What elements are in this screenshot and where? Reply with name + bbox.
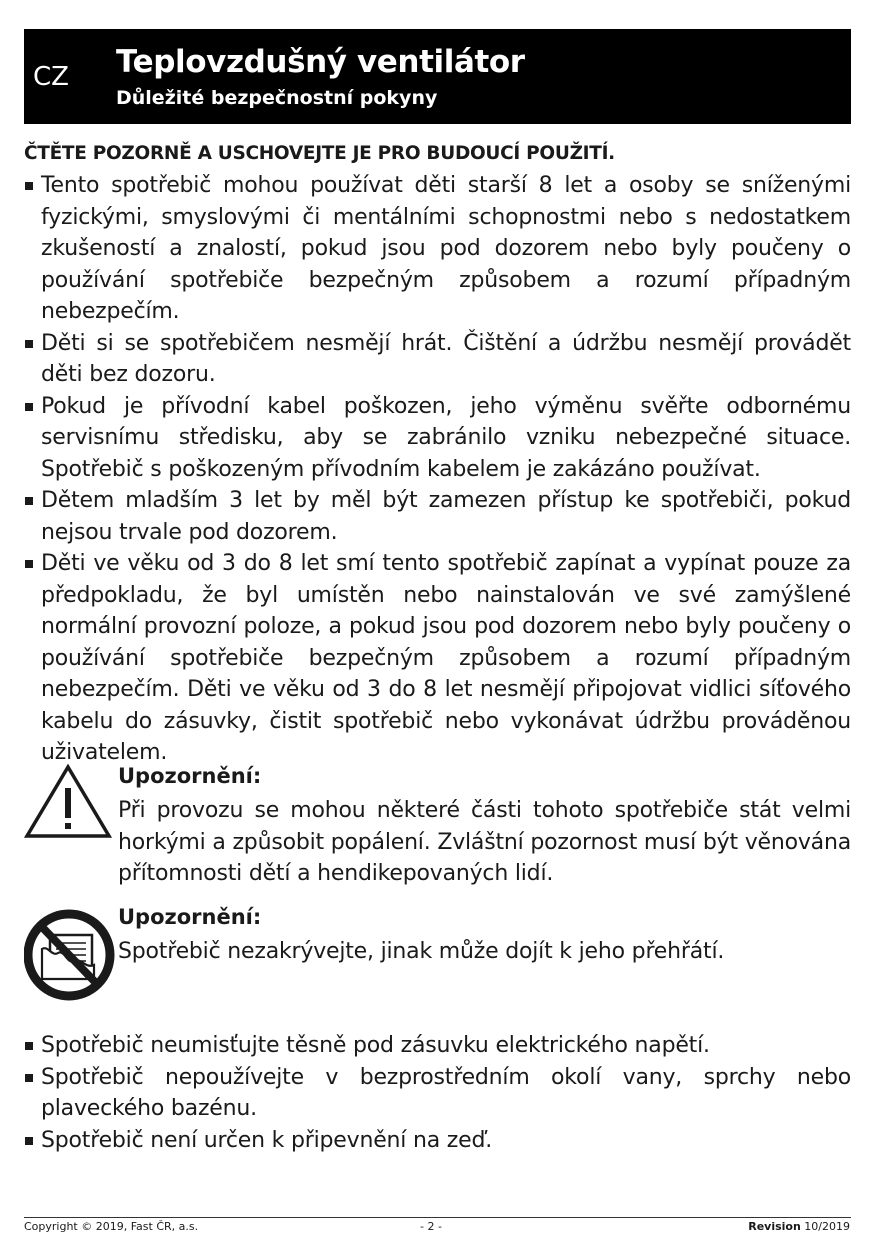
list-item-text: Děti si se spotřebičem nesmějí hrát. Čištění a údržbu nesmějí provádět děti bez dozoru. bbox=[41, 330, 851, 387]
list-item-text: Tento spotřebič mohou používat děti starší 8 let a osoby se sníženými fyzickými, smyslovými či mentálními schopnostmi nebo s nedostatkem zkušeností a znalostí, pokud jsou pod dozorem nebo byly poučeny o používání spotřebiče bezpečným způsobem a rozumí případným nebezpečím. bbox=[41, 173, 851, 324]
list-item bbox=[24, 548, 851, 769]
bullet-square-icon bbox=[25, 497, 33, 505]
list-item bbox=[24, 391, 851, 486]
bullet-square-icon bbox=[25, 340, 33, 348]
footer-revision bbox=[748, 1220, 850, 1233]
document-subtitle: Důležité bezpečnostní pokyny bbox=[116, 87, 438, 109]
list-item-text: Spotřebič není určen k připevnění na zeď. bbox=[41, 1127, 493, 1153]
bullet-square-icon bbox=[25, 1042, 33, 1050]
page-number: - 2 - bbox=[420, 1220, 442, 1233]
list-item-text: Pokud je přívodní kabel poškozen, jeho výměnu svěřte odbornému servisnímu středisku, aby se zabránilo vzniku nebezpečné situace. Spotřebič s poškozeným přívodním kabelem je zakázáno používat. bbox=[41, 393, 851, 482]
page-header bbox=[24, 29, 851, 124]
bullet-square-icon bbox=[25, 182, 33, 190]
intro-heading: ČTĚTE POZORNĚ A USCHOVEJTE JE PRO BUDOUCÍ POUŽITÍ. bbox=[24, 143, 615, 164]
warning-title: Upozornění: bbox=[118, 905, 262, 929]
revision-label: Revision bbox=[748, 1220, 801, 1233]
warning-text: Při provozu se mohou některé části tohoto spotřebiče stát velmi horkými a způsobit popálení. Zvláštní pozornost musí být věnována přítomnosti dětí a hendikepovaných lidí. bbox=[118, 798, 851, 886]
list-item bbox=[24, 328, 851, 391]
placement-list bbox=[24, 1030, 851, 1156]
safety-list bbox=[24, 170, 851, 769]
language-code: CZ bbox=[33, 62, 69, 92]
bullet-square-icon bbox=[25, 403, 33, 411]
warning-triangle-icon bbox=[24, 764, 112, 840]
do-not-cover-icon bbox=[24, 905, 116, 1001]
list-item bbox=[24, 1030, 851, 1062]
list-item bbox=[24, 485, 851, 548]
bullet-square-icon bbox=[25, 1074, 33, 1082]
footer-copyright: Copyright © 2019, Fast ČR, a.s. bbox=[24, 1220, 199, 1233]
list-item-text: Děti ve věku od 3 do 8 let smí tento spotřebič zapínat a vypínat pouze za předpokladu, že byl umístěn nebo nainstalován ve své zamýšlené normální provozní poloze, a pokud jsou pod dozorem nebo byly poučeny o používání spotřebiče bezpečným způsobem a rozumí případným nebezpečím. Děti ve věku od 3 do 8 let nesmějí připojovat vidlici síťového kabelu do zásuvky, čistit spotřebič nebo vykonávat údržbu prováděnou uživatelem. bbox=[41, 551, 851, 765]
bullet-square-icon bbox=[25, 1137, 33, 1145]
revision-value: 10/2019 bbox=[804, 1220, 850, 1233]
list-item bbox=[24, 1125, 851, 1157]
list-item bbox=[24, 1062, 851, 1125]
warning-title: Upozornění: bbox=[118, 764, 262, 788]
list-item-text: Spotřebič neumisťujte těsně pod zásuvku elektrického napětí. bbox=[41, 1033, 710, 1058]
list-item-text: Spotřebič nepoužívejte v bezprostředním okolí vany, sprchy nebo plaveckého bazénu. bbox=[41, 1064, 851, 1121]
document-title: Teplovzdušný ventilátor bbox=[116, 44, 525, 80]
list-item bbox=[24, 170, 851, 328]
warning-text: Spotřebič nezakrývejte, jinak může dojít k jeho přehřátí. bbox=[118, 939, 725, 964]
bullet-square-icon bbox=[25, 560, 33, 568]
list-item-text: Dětem mladším 3 let by měl být zamezen přístup ke spotřebiči, pokud nejsou trvale pod dozorem. bbox=[41, 488, 851, 545]
footer-divider bbox=[24, 1217, 851, 1218]
